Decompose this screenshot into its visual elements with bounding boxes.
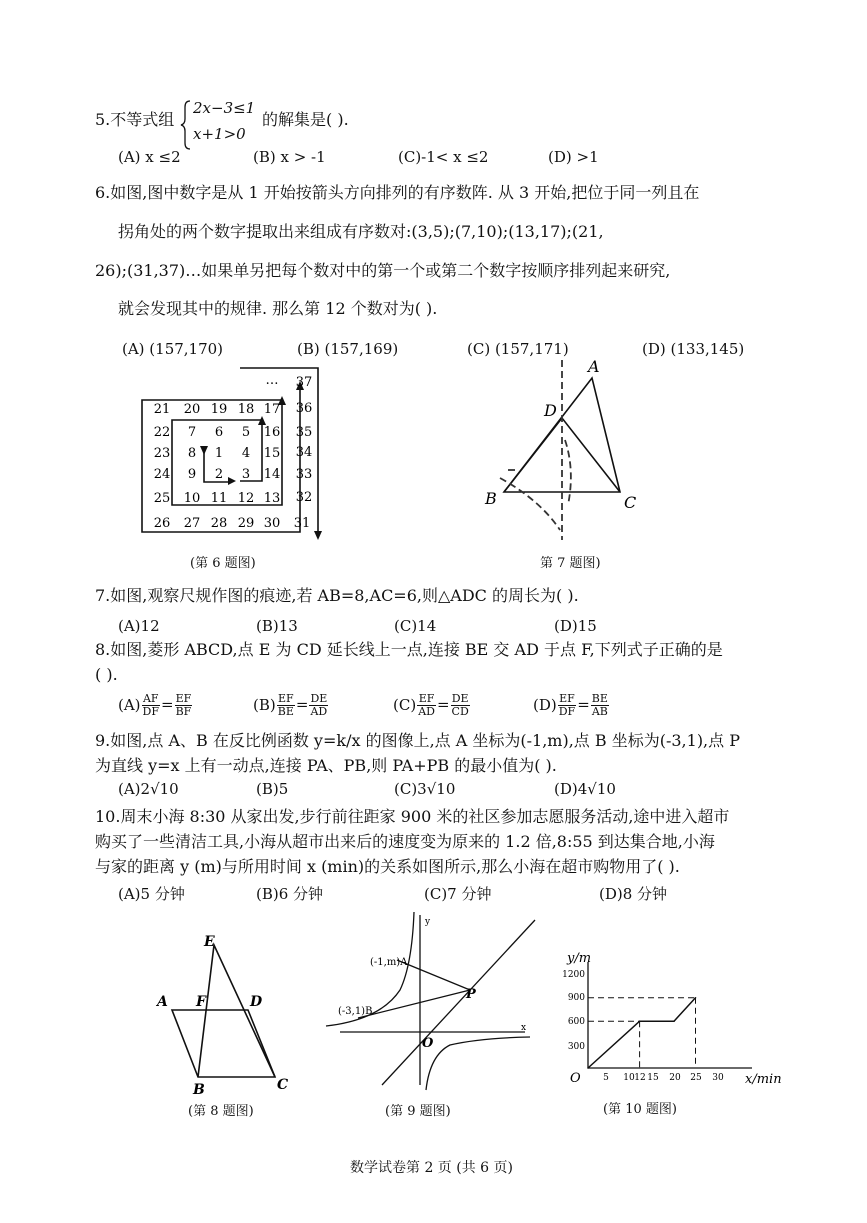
q6-grid-cell: 25 [153,491,171,506]
q6-grid-cell: 17 [263,402,281,417]
q10-option-a[interactable]: (A)5 分钟 [118,885,185,903]
q6-grid-cell: 30 [263,516,281,531]
q5-options [118,148,599,166]
q10-xtick-25: 25 [690,1073,702,1083]
q5-suffix: 的解集是( ). [262,110,349,129]
q9-line-2: 为直线 y=x 上有一动点,连接 PA、PB,则 PA+PB 的最小值为( ). [95,756,557,775]
q6-grid-cell: 15 [263,446,281,461]
q8-option-d[interactable]: (D) $\frac{EF}{DF}$ = $\frac{BE}{AB}$ [533,692,608,718]
q6-grid-cell: 21 [153,402,171,417]
page-footer: 数学试卷第 2 页 (共 6 页) [350,1160,513,1176]
q6-grid-cell: 16 [263,425,281,440]
q6-grid-cell: 26 [153,516,171,531]
q7-label-b: B [485,489,497,508]
q5-option-c[interactable]: (C)-1< x ≤2 [398,148,489,166]
q10-data-point [695,997,697,999]
q6-grid-cell: 3 [241,467,251,482]
q10-ylabel: y/m [567,951,592,966]
q6-grid-cell: 31 [293,516,311,531]
q8-label-e: E [204,934,215,950]
q5-prefix: 5.不等式组 [95,110,175,129]
q10-xtick-15: 15 [647,1073,659,1083]
q9-option-a[interactable]: (A)2√10 [118,780,179,798]
q10-data-point [587,1067,589,1069]
q5-option-a[interactable]: (A) x ≤2 [118,148,181,166]
q9-label-o: O [422,1036,434,1051]
q10-data-point [673,1020,675,1022]
q7-option-d[interactable]: (D)15 [554,617,597,635]
q6-grid-cell: 18 [237,402,255,417]
q10-xtick-5: 5 [603,1073,609,1083]
q9-caption: (第 9 题图) [385,1104,451,1119]
q10-xtick-10: 10 [623,1073,635,1083]
q9-label-x: x [521,1023,527,1033]
q6-grid-cell: 1 [214,446,224,461]
q6-grid-cell: 32 [295,490,313,505]
q6-grid-cell: 14 [263,467,281,482]
q5-inequality-1: 2x−3≤1 [193,99,256,117]
q8-label-c: C [277,1077,289,1093]
q9-label-a: (-1,m)A [370,957,408,968]
q6-grid-cell: 29 [237,516,255,531]
q10-origin: O [570,1071,581,1086]
q9-line-yx [382,920,535,1085]
q6-grid-cell: 8 [187,446,197,461]
q10-xtick-20: 20 [669,1073,681,1083]
q6-line-2: 拐角处的两个数字提取出来组成有序数对:(3,5);(7,10);(13,17);(21, [118,222,604,241]
q8-line-1: 8.如图,菱形 ABCD,点 E 为 CD 延长线上一点,连接 BE 交 AD 于点 F,下列式子正确的是 [95,640,723,659]
q6-grid-cell: 6 [214,425,224,440]
q6-grid-cell: 10 [183,491,201,506]
q8-label-d: D [250,994,263,1010]
q9-label-b: (-3,1)B [338,1006,373,1017]
q6-grid-cell: 33 [295,467,313,482]
q6-line-4: 就会发现其中的规律. 那么第 12 个数对为( ). [118,299,438,318]
q9-label-y: y [425,917,431,927]
q8-caption: (第 8 题图) [188,1104,254,1119]
q6-line-1: 6.如图,图中数字是从 1 开始按箭头方向排列的有序数阵. 从 3 开始,把位于同一列且在 [95,183,700,202]
q9-hyperbola-branch-2 [426,1037,530,1090]
q7-caption: 第 7 题图) [540,556,601,571]
q10-ytick-1200: 1200 [562,970,585,980]
q10-xtick-30: 30 [712,1073,724,1083]
q6-option-b[interactable]: (B) (157,169) [297,340,399,358]
q6-grid-cell: 11 [210,491,228,506]
q9-line-1: 9.如图,点 A、B 在反比例函数 y=k/x 的图像上,点 A 坐标为(-1,m),点 B 坐标为(-3,1),点 P [95,731,740,750]
q10-option-d[interactable]: (D)8 分钟 [599,885,668,903]
q10-ytick-900: 900 [567,993,585,1003]
q6-grid-cell: 12 [237,491,255,506]
q6-grid-cell: 4 [241,446,251,461]
q6-grid-cell: 34 [295,445,313,460]
q6-option-d[interactable]: (D) (133,145) [642,340,745,358]
q8-options [118,693,610,718]
q6-grid-cell: 28 [210,516,228,531]
q6-line-3: 26);(31,37)…如果单另把每个数对中的第一个或第二个数字按顺序排列起来研究, [95,261,671,280]
q8-label-f: F [196,994,206,1010]
q10-line-1: 10.周末小海 8:30 从家出发,步行前往距家 900 米的社区参加志愿服务活动,途中进入超市 [95,807,730,826]
q8-option-a[interactable]: (A) $\frac{AF}{DF}$ = $\frac{EF}{BF}$ [118,692,192,718]
q8-option-c[interactable]: (C) $\frac{EF}{AD}$ = $\frac{DE}{CD}$ [393,692,469,718]
q6-option-a[interactable]: (A) (157,170) [122,340,224,358]
q7-text: 7.如图,观察尺规作图的痕迹,若 AB=8,AC=6,则△ADC 的周长为( ). [95,586,579,605]
q7-option-c[interactable]: (C)14 [394,617,437,635]
q10-ytick-300: 300 [567,1042,585,1052]
q6-caption: (第 6 题图) [190,556,256,571]
q6-grid-cell: 22 [153,425,171,440]
q10-line-3: 与家的距离 y (m)与所用时间 x (min)的关系如图所示,那么小海在超市购物用了( ). [95,857,680,876]
q6-grid-cell: 9 [187,467,197,482]
q6-grid-cell: 23 [153,446,171,461]
q7-label-a: A [588,357,600,376]
q6-grid-dots: … [265,373,279,388]
q10-option-c[interactable]: (C)7 分钟 [424,885,492,903]
q10-caption: (第 10 题图) [603,1102,677,1117]
q6-grid-cell: 7 [187,425,197,440]
q9-label-p: P [466,987,476,1002]
q6-grid-cell: 19 [210,402,228,417]
q9-option-c[interactable]: (C)3√10 [394,780,456,798]
q5-option-d[interactable]: (D) >1 [548,148,599,166]
q6-grid-cell: 5 [241,425,251,440]
q6-grid-cell: 24 [153,467,171,482]
q9-option-d[interactable]: (D)4√10 [554,780,616,798]
q6-grid-cell: 20 [183,402,201,417]
q10-options [118,883,667,904]
q8-option-b[interactable]: (B) $\frac{EF}{BE}$ = $\frac{DE}{AD}$ [253,692,328,718]
q6-grid-cell: 27 [183,516,201,531]
q6-option-c[interactable]: (C) (157,171) [467,340,569,358]
q8-line-2: ( ). [95,665,118,684]
q10-series-line [588,998,696,1068]
q10-ytick-600: 600 [567,1017,585,1027]
q10-xtick-12: 12 [634,1073,646,1083]
q6-grid-cell: 2 [214,467,224,482]
q10-option-b[interactable]: (B)6 分钟 [256,885,324,903]
q6-options [122,340,744,358]
q9-options [118,780,616,798]
q7-label-c: C [624,493,637,512]
q5-inequality-2: x+1>0 [193,125,246,143]
q6-grid-cell: 37 [295,375,313,390]
q10-data-point [639,1020,641,1022]
q7-label-d: D [544,401,557,420]
q9-option-b[interactable]: (B)5 [256,780,289,798]
q6-grid-cell: 36 [295,401,313,416]
q10-xlabel: x/min [745,1072,782,1087]
q6-grid-cell: 35 [295,425,313,440]
q8-label-a: A [157,994,168,1010]
q7-option-a[interactable]: (A)12 [118,617,160,635]
q5-option-b[interactable]: (B) x > -1 [253,148,326,166]
q10-line-2: 购买了一些清洁工具,小海从超市出来后的速度变为原来的 1.2 倍,8:55 到达集合地,小海 [95,832,715,851]
q7-option-b[interactable]: (B)13 [256,617,298,635]
q6-grid-cell: 13 [263,491,281,506]
q8-label-b: B [193,1082,205,1098]
q7-options [118,617,597,635]
